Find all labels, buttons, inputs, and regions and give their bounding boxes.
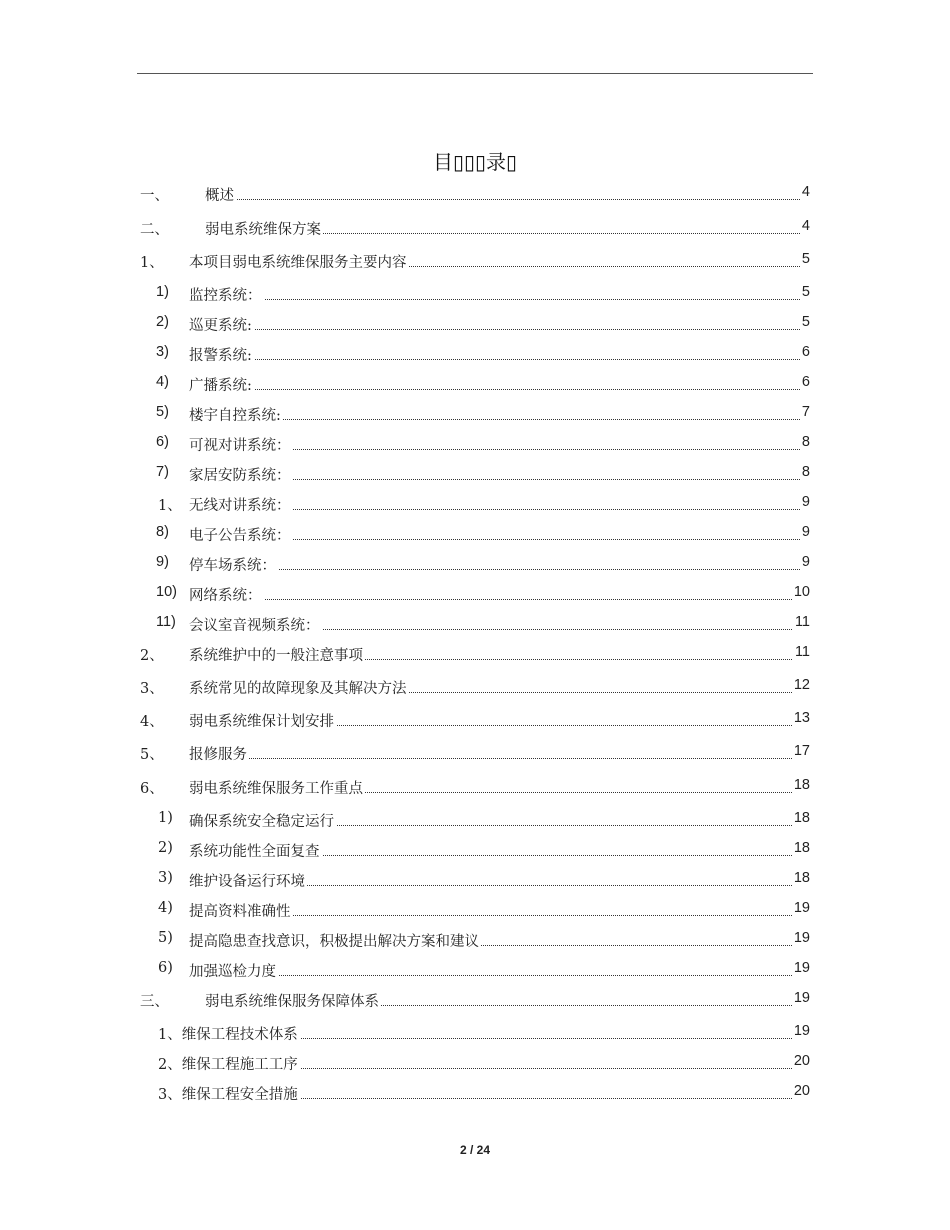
toc-entry[interactable] xyxy=(0,554,950,576)
toc-entry-label: 弱电系统维保服务工作重点 xyxy=(189,777,365,798)
toc-entry-number: 4) xyxy=(158,900,173,916)
toc-entry-number: 4、 xyxy=(140,714,164,730)
toc-entry-page: 6 xyxy=(801,374,810,390)
toc-leader-dots xyxy=(189,375,808,390)
toc-leader-dots xyxy=(189,744,808,759)
toc-entry-label: 3、维保工程安全措施 xyxy=(158,1083,300,1104)
toc-entry[interactable] xyxy=(0,374,950,396)
toc-entry-number: 3) xyxy=(156,344,169,360)
toc-entry[interactable] xyxy=(0,743,950,765)
toc-entry-label: 电子公告系统： xyxy=(189,524,293,545)
toc-entry-label: 系统功能性全面复查 xyxy=(189,840,322,861)
toc-entry-page: 19 xyxy=(793,930,810,946)
toc-entry-label: 提高隐患查找意识，积极提出解决方案和建议 xyxy=(189,930,481,951)
toc-entry-page: 18 xyxy=(793,810,810,826)
toc-entry-label: 报警系统: xyxy=(189,344,254,365)
toc-entry-label: 无线对讲系统： xyxy=(189,494,293,515)
toc-entry-page: 11 xyxy=(794,644,810,660)
toc-entry-page: 10 xyxy=(793,584,810,600)
toc-entry-number: 6) xyxy=(158,960,173,976)
toc-entry-number: 1) xyxy=(156,284,169,300)
toc-entry[interactable] xyxy=(0,614,950,636)
toc-entry-page: 8 xyxy=(801,464,810,480)
toc-entry[interactable] xyxy=(0,314,950,336)
toc-entry-number: 5) xyxy=(158,930,173,946)
toc-entry-number: 6、 xyxy=(140,781,164,797)
toc-entry-page: 4 xyxy=(801,218,810,234)
toc-entry-page: 19 xyxy=(793,1023,810,1039)
toc-leader-dots xyxy=(205,185,808,200)
toc-entry[interactable] xyxy=(0,710,950,732)
toc-entry-label: 弱电系统维保计划安排 xyxy=(189,710,336,731)
toc-entry-number: 1、 xyxy=(140,255,164,271)
toc-entry-label: 停车场系统： xyxy=(189,554,278,575)
toc-entry-page: 18 xyxy=(793,840,810,856)
toc-entry-label: 广播系统: xyxy=(189,374,254,395)
toc-entry-label: 会议室音视频系统： xyxy=(189,614,322,635)
toc-entry-label: 系统维护中的一般注意事项 xyxy=(189,644,365,665)
toc-leader-dots xyxy=(189,555,808,570)
toc-entry[interactable] xyxy=(0,677,950,699)
toc-entry-number: 5、 xyxy=(140,747,164,763)
toc-entry[interactable] xyxy=(0,1083,950,1105)
toc-entry-label: 弱电系统维保方案 xyxy=(205,218,323,239)
toc-leader-dots xyxy=(189,345,808,360)
toc-entry-number: 4) xyxy=(156,374,169,390)
toc-entry-label: 加强巡检力度 xyxy=(189,960,278,981)
toc-entry-number: 10) xyxy=(156,584,177,600)
toc-entry[interactable] xyxy=(0,990,950,1012)
toc-entry-page: 17 xyxy=(793,743,810,759)
toc-entry-label: 本项目弱电系统维保服务主要内容 xyxy=(189,251,409,272)
toc-entry-page: 5 xyxy=(801,284,810,300)
toc-entry-page: 11 xyxy=(794,614,810,630)
toc-entry[interactable] xyxy=(0,930,950,952)
toc-entry-page: 18 xyxy=(793,777,810,793)
toc-entry-page: 5 xyxy=(801,314,810,330)
toc-entry-number: 三、 xyxy=(140,994,169,1010)
toc-entry[interactable] xyxy=(0,524,950,546)
toc-entry[interactable] xyxy=(0,404,950,426)
toc-entry[interactable] xyxy=(0,464,950,486)
toc-entry[interactable] xyxy=(0,218,950,240)
toc-entry-number: 6) xyxy=(156,434,169,450)
toc-entry-number: 3) xyxy=(158,870,173,886)
toc-entry-page: 20 xyxy=(793,1053,810,1069)
toc-entry-number: 11) xyxy=(156,614,176,630)
toc-entry[interactable] xyxy=(0,184,950,206)
toc-entry[interactable] xyxy=(0,840,950,862)
toc-entry-label: 概述 xyxy=(205,184,236,205)
toc-entry-page: 19 xyxy=(793,990,810,1006)
toc-entry-label: 楼宇自控系统: xyxy=(189,404,283,425)
toc-entry[interactable] xyxy=(0,284,950,306)
toc-entry-number: 2) xyxy=(158,840,173,856)
header-rule xyxy=(137,73,813,74)
toc-leader-dots xyxy=(189,961,808,976)
toc-entry-number: 1) xyxy=(158,810,173,826)
toc-entry[interactable] xyxy=(0,1023,950,1045)
toc-entry[interactable] xyxy=(0,434,950,456)
toc-leader-dots xyxy=(189,585,808,600)
toc-entry-label: 可视对讲系统： xyxy=(189,434,293,455)
toc-entry-number: 7) xyxy=(156,464,169,480)
toc-entry-page: 18 xyxy=(793,870,810,886)
toc-entry-page: 7 xyxy=(801,404,810,420)
page-number: 2 / 24 xyxy=(459,1143,491,1157)
toc-entry-label: 确保系统安全稳定运行 xyxy=(189,810,336,831)
toc-entry-label: 1、维保工程技术体系 xyxy=(158,1023,300,1044)
toc-entry[interactable] xyxy=(0,900,950,922)
toc-entry[interactable] xyxy=(0,960,950,982)
toc-entry[interactable] xyxy=(0,810,950,832)
toc-entry-page: 13 xyxy=(793,710,810,726)
toc-entry-page: 19 xyxy=(793,960,810,976)
toc-entry-label: 报修服务 xyxy=(189,743,249,764)
toc-entry[interactable] xyxy=(0,1053,950,1075)
toc-entry-page: 9 xyxy=(801,524,810,540)
toc-entry-label: 巡更系统: xyxy=(189,314,254,335)
toc-entry-number: 一、 xyxy=(140,188,169,204)
toc-entry[interactable] xyxy=(0,777,950,799)
toc-entry[interactable] xyxy=(0,584,950,606)
toc-entry-page: 19 xyxy=(793,900,810,916)
toc-entry-page: 5 xyxy=(801,251,810,267)
toc-entry-number: 5) xyxy=(156,404,169,420)
toc-entry-number: 二、 xyxy=(140,222,169,238)
toc-entry-page: 20 xyxy=(793,1083,810,1099)
toc-entry-page: 6 xyxy=(801,344,810,360)
toc-title: 目▯▯▯录▯ xyxy=(432,150,518,174)
toc-entry[interactable] xyxy=(0,251,950,273)
toc-entry-page: 12 xyxy=(793,677,810,693)
toc-entry[interactable] xyxy=(0,644,950,666)
toc-entry-page: 8 xyxy=(801,434,810,450)
toc-entry-label: 2、维保工程施工工序 xyxy=(158,1053,300,1074)
toc-leader-dots xyxy=(189,285,808,300)
toc-entry-number: 1、 xyxy=(158,498,182,514)
toc-entry-page: 4 xyxy=(801,184,810,200)
toc-entry-number: 9) xyxy=(156,554,169,570)
toc-entry[interactable] xyxy=(0,870,950,892)
toc-leader-dots xyxy=(189,315,808,330)
toc-entry-page: 9 xyxy=(801,554,810,570)
toc-entry-number: 2) xyxy=(156,314,169,330)
toc-entry[interactable] xyxy=(0,344,950,366)
toc-entry-number: 3、 xyxy=(140,681,164,697)
toc-entry-number: 2、 xyxy=(140,648,164,664)
toc-entry-label: 系统常见的故障现象及其解决方法 xyxy=(189,677,409,698)
toc-entry-number: 8) xyxy=(156,524,169,540)
toc-entry-label: 监控系统： xyxy=(189,284,264,305)
toc-entry-label: 网络系统： xyxy=(189,584,264,605)
toc-entry[interactable] xyxy=(0,494,950,516)
toc-entry-label: 维护设备运行环境 xyxy=(189,870,307,891)
toc-entry-label: 提高资料准确性 xyxy=(189,900,293,921)
toc-entry-label: 弱电系统维保服务保障体系 xyxy=(205,990,381,1011)
toc-entry-page: 9 xyxy=(801,494,810,510)
toc-entry-label: 家居安防系统： xyxy=(189,464,293,485)
